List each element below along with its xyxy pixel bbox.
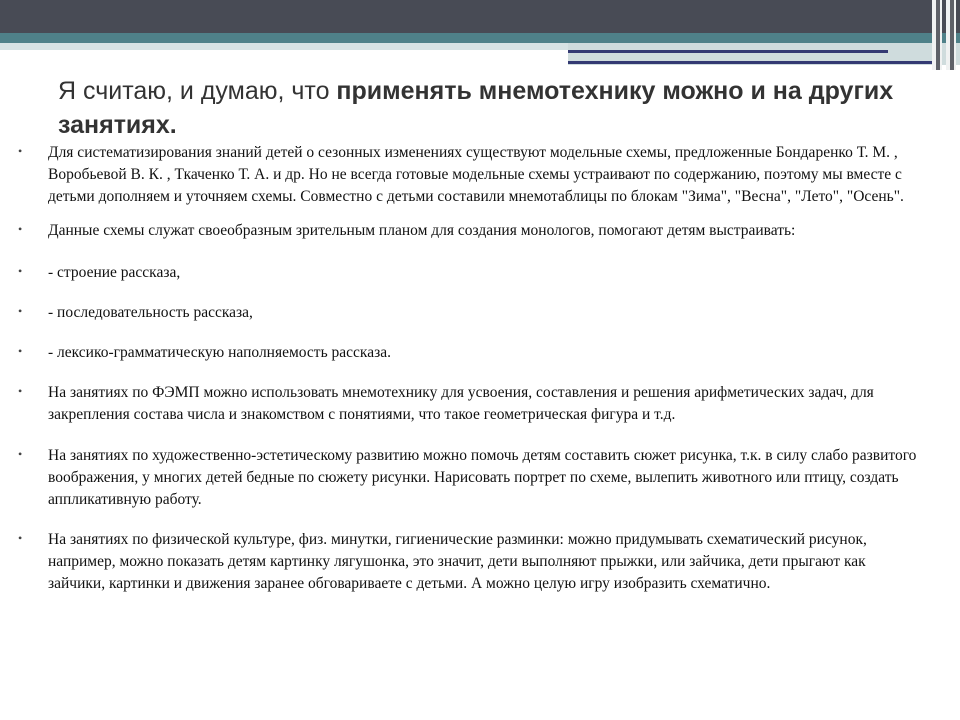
list-item xyxy=(18,142,918,208)
list-item-text: - последовательность рассказа, xyxy=(48,304,253,321)
list-item-text: - лексико-грамматическую наполняемость рассказа. xyxy=(48,344,391,361)
bullet-icon: • xyxy=(18,384,23,398)
list-item xyxy=(18,445,918,511)
bullet-icon: • xyxy=(18,144,23,158)
bullet-icon: • xyxy=(18,531,23,545)
list-item xyxy=(18,529,918,595)
header-light-band xyxy=(0,43,568,50)
slide-title-plain: Я считаю, и думаю, что xyxy=(58,77,337,105)
bullet-icon: • xyxy=(18,344,23,358)
header-teal-bar xyxy=(0,33,960,43)
slide-title xyxy=(58,74,908,142)
list-item-text: На занятиях по ФЭМП можно использовать мнемотехнику для усвоения, составления и решения арифметических задач, для закрепления состава числа и знакомством с понятиями, что такое геометрическая фигура и т.д. xyxy=(48,384,874,423)
bullet-icon: • xyxy=(18,304,23,318)
list-item-text: Для систематизирования знаний детей о сезонных изменениях существуют модельные схемы, предложенные Бондаренко Т. М. , Воробьевой В. К. , Ткаченко Т. А. и др. Но не всегда готовые модельные схемы устраивают по содержанию, поэтому мы вместе с детьми дополняем и уточняем схемы. Совместно с детьми составили мнемотаблицы по блокам "Зима", "Весна", "Лето", "Осень". xyxy=(48,144,904,205)
decor-stripe xyxy=(954,0,956,70)
list-item xyxy=(18,382,918,426)
slide-body-list xyxy=(18,142,918,595)
list-item-text: На занятиях по физической культуре, физ. минутки, гигиенические разминки: можно придумывать схематический рисунок, например, можно показать детям картинку лягушонка, это значит, дети выполняют прыжки, или зайчика, дети прыгают как зайчики, картинки и движения заранее обговариваете с детьми. А можно целую игру изобразить схематично. xyxy=(48,531,867,592)
list-item xyxy=(18,302,918,324)
list-item-text: Данные схемы служат своеобразным зрительным планом для создания монологов, помогают детям выстраивать: xyxy=(48,222,796,239)
list-item-text: На занятиях по художественно-эстетическому развитию можно помочь детям составить сюжет рисунка, т.к. в силу слабо развитого воображения, у многих детей бедные по сюжету рисунки. Нарисовать портрет по схеме, вылепить животного или птицу, создать аппликативную работу. xyxy=(48,447,917,508)
list-item-text: - строение рассказа, xyxy=(48,264,181,281)
header-accent-line xyxy=(568,50,888,53)
list-item xyxy=(18,342,918,364)
list-item xyxy=(18,220,918,242)
bullet-icon: • xyxy=(18,447,23,461)
decor-stripe xyxy=(940,0,942,70)
header-accent-line xyxy=(568,61,942,64)
header-dark-bar xyxy=(0,0,960,33)
list-item xyxy=(18,262,918,284)
bullet-icon: • xyxy=(18,264,23,278)
slide-title-bold: применять мнемотехнику можно и на других занятиях. xyxy=(58,77,894,139)
bullet-icon: • xyxy=(18,222,23,236)
